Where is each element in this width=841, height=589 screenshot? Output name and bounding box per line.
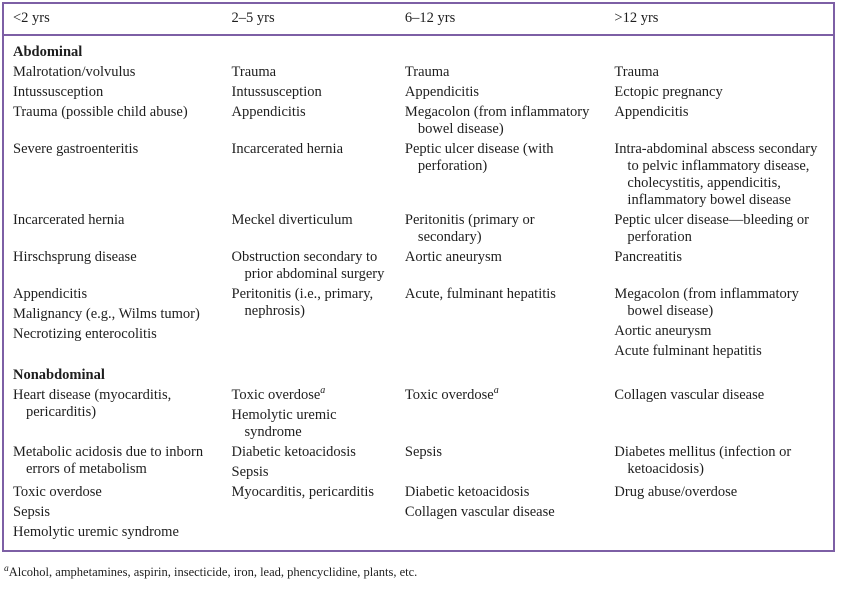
table-cell xyxy=(3,84,223,104)
condition-item xyxy=(405,387,600,404)
table-cell xyxy=(396,212,606,249)
column-header-age-2: 2–5 yrs xyxy=(223,3,396,35)
table-cell xyxy=(3,286,223,363)
condition-item xyxy=(405,104,600,138)
table-cell xyxy=(223,387,396,444)
table-row xyxy=(3,484,834,551)
condition-text: Appendicitis xyxy=(231,104,306,120)
condition-text: Trauma xyxy=(231,64,277,80)
condition-text: Peritonitis (primary or secondary) xyxy=(404,212,535,245)
table-cell xyxy=(3,212,223,249)
table-cell xyxy=(3,484,223,551)
condition-item xyxy=(232,104,390,121)
table-cell xyxy=(223,104,396,141)
condition-item xyxy=(232,286,390,320)
condition-text: Incarcerated hernia xyxy=(231,141,343,157)
condition-text: Trauma (possible child abuse) xyxy=(13,104,188,120)
table-cell xyxy=(223,84,396,104)
condition-item xyxy=(232,141,390,158)
condition-item xyxy=(13,504,217,521)
condition-text: Malignancy (e.g., Wilms tumor) xyxy=(13,306,200,322)
table-cell xyxy=(605,104,834,141)
condition-text: Trauma xyxy=(614,64,659,80)
condition-text: Sepsis xyxy=(231,464,269,480)
section-title: Nonabdominal xyxy=(13,367,105,383)
table-cell xyxy=(3,104,223,141)
footnote-text: Alcohol, amphetamines, aspirin, insecticide, iron, lead, phencyclidine, plants, etc. xyxy=(8,565,418,579)
column-header-age-1: <2 yrs xyxy=(3,3,223,35)
condition-text: Ectopic pregnancy xyxy=(614,84,723,100)
table-row xyxy=(3,387,834,444)
condition-item xyxy=(614,387,827,404)
condition-text: Acute fulminant hepatitis xyxy=(614,343,762,359)
table-cell xyxy=(3,141,223,212)
condition-item xyxy=(405,141,600,175)
condition-text: Toxic overdose xyxy=(13,484,102,500)
table-cell xyxy=(223,64,396,84)
condition-text: Intussusception xyxy=(13,84,104,100)
condition-item xyxy=(13,286,217,303)
condition-item xyxy=(13,84,217,101)
condition-text: Peptic ulcer disease (with perforation) xyxy=(404,141,554,174)
table-row xyxy=(3,84,834,104)
condition-text: Appendicitis xyxy=(614,104,689,120)
condition-text: Hirschsprung disease xyxy=(13,249,137,265)
condition-item xyxy=(614,323,827,340)
table-cell xyxy=(223,249,396,286)
condition-item xyxy=(232,84,390,101)
condition-text: Peptic ulcer disease—bleeding or perforation xyxy=(614,212,809,245)
table-cell xyxy=(396,387,606,444)
table-cell xyxy=(605,444,834,484)
condition-text: Appendicitis xyxy=(13,286,88,302)
table-cell xyxy=(396,104,606,141)
table-cell xyxy=(605,387,834,444)
condition-item xyxy=(13,141,217,158)
table-cell xyxy=(223,212,396,249)
table-cell xyxy=(605,64,834,84)
table-row xyxy=(3,286,834,363)
condition-text: Collagen vascular disease xyxy=(404,504,555,520)
condition-text: Hemolytic uremic syndrome xyxy=(231,407,337,440)
condition-item xyxy=(405,249,600,266)
condition-item xyxy=(13,444,217,478)
section-title: Abdominal xyxy=(13,44,83,60)
table-cell xyxy=(3,444,223,484)
condition-item xyxy=(405,84,600,101)
table-cell xyxy=(396,484,606,551)
table-cell xyxy=(396,249,606,286)
table-cell xyxy=(223,484,396,551)
condition-text: Obstruction secondary to prior abdominal surgery xyxy=(231,249,385,282)
condition-item xyxy=(13,524,217,541)
condition-item xyxy=(405,504,600,521)
footnote-reference: a xyxy=(493,385,499,397)
condition-text: Necrotizing enterocolitis xyxy=(13,326,157,342)
table-cell xyxy=(3,249,223,286)
condition-item xyxy=(614,64,827,81)
table-cell xyxy=(396,286,606,363)
condition-text: Sepsis xyxy=(404,444,442,460)
condition-item xyxy=(13,249,217,266)
condition-item xyxy=(232,64,390,81)
condition-text: Diabetes mellitus (infection or ketoacidosis) xyxy=(614,444,792,477)
column-header-age-4: >12 yrs xyxy=(605,3,834,35)
condition-item xyxy=(614,249,827,266)
condition-item xyxy=(405,484,600,501)
table-row xyxy=(3,444,834,484)
condition-text: Diabetic ketoacidosis xyxy=(231,444,356,460)
condition-text: Intra-abdominal abscess secondary to pelvic inflammatory disease, cholecystitis, appendicitis, inflammatory bowel disease xyxy=(614,141,818,208)
condition-item xyxy=(13,326,217,343)
condition-item xyxy=(614,444,827,478)
condition-item xyxy=(13,64,217,81)
column-header-age-3: 6–12 yrs xyxy=(396,3,606,35)
condition-text: Hemolytic uremic syndrome xyxy=(13,524,179,540)
condition-text: Intussusception xyxy=(231,84,322,100)
table-cell xyxy=(223,141,396,212)
condition-item xyxy=(614,286,827,320)
condition-text: Sepsis xyxy=(13,504,51,520)
table-cell xyxy=(223,286,396,363)
condition-text: Trauma xyxy=(404,64,450,80)
footnote-reference: a xyxy=(320,385,326,397)
table-row xyxy=(3,249,834,286)
condition-text: Heart disease (myocarditis, pericarditis) xyxy=(13,387,172,420)
condition-item xyxy=(614,484,827,501)
condition-item xyxy=(232,212,390,229)
table-cell xyxy=(605,212,834,249)
condition-item xyxy=(614,84,827,101)
table-row xyxy=(3,212,834,249)
table-cell xyxy=(3,387,223,444)
table-cell xyxy=(605,484,834,551)
table-cell xyxy=(605,286,834,363)
footnote-marker: a xyxy=(4,563,9,574)
condition-item xyxy=(405,444,600,461)
condition-text: Megacolon (from inflammatory bowel disease) xyxy=(404,104,590,137)
condition-item xyxy=(232,387,390,404)
table-cell xyxy=(396,84,606,104)
condition-item xyxy=(13,387,217,421)
condition-item xyxy=(614,212,827,246)
condition-item xyxy=(614,141,827,209)
header-row xyxy=(3,3,834,35)
condition-text: Metabolic acidosis due to inborn errors of metabolism xyxy=(13,444,204,477)
condition-text: Malrotation/volvulus xyxy=(13,64,136,80)
table-cell xyxy=(396,64,606,84)
condition-item xyxy=(405,212,600,246)
condition-item xyxy=(13,484,217,501)
condition-item xyxy=(232,484,390,501)
condition-text: Collagen vascular disease xyxy=(614,387,765,403)
condition-text: Meckel diverticulum xyxy=(231,212,353,228)
condition-text: Peritonitis (i.e., primary, nephrosis) xyxy=(231,286,374,319)
condition-text: Toxic overdose xyxy=(231,387,321,403)
condition-text: Diabetic ketoacidosis xyxy=(404,484,530,500)
differential-diagnosis-table xyxy=(2,2,835,552)
condition-item xyxy=(405,64,600,81)
condition-text: Acute, fulminant hepatitis xyxy=(404,286,556,302)
condition-text: Aortic aneurysm xyxy=(614,323,712,339)
condition-item xyxy=(232,407,390,441)
condition-item xyxy=(405,286,600,303)
condition-item xyxy=(13,212,217,229)
table-cell xyxy=(223,444,396,484)
section-row xyxy=(3,363,834,387)
condition-text: Megacolon (from inflammatory bowel disease) xyxy=(614,286,799,319)
condition-text: Appendicitis xyxy=(404,84,480,100)
condition-item xyxy=(232,249,390,283)
table-row xyxy=(3,141,834,212)
condition-text: Incarcerated hernia xyxy=(13,212,125,228)
condition-item xyxy=(13,104,217,121)
condition-text: Myocarditis, pericarditis xyxy=(231,484,375,500)
table-cell xyxy=(605,84,834,104)
condition-item xyxy=(614,104,827,121)
table-cell xyxy=(605,249,834,286)
condition-text: Toxic overdose xyxy=(404,387,494,403)
table-cell xyxy=(605,141,834,212)
condition-item xyxy=(614,343,827,360)
table-row xyxy=(3,64,834,84)
table-cell xyxy=(396,444,606,484)
table-cell xyxy=(3,64,223,84)
condition-text: Aortic aneurysm xyxy=(404,249,502,265)
section-row xyxy=(3,35,834,64)
condition-text: Pancreatitis xyxy=(614,249,683,265)
condition-item xyxy=(13,306,217,323)
table-cell xyxy=(396,141,606,212)
condition-text: Severe gastroenteritis xyxy=(13,141,139,157)
condition-text: Drug abuse/overdose xyxy=(614,484,738,500)
condition-item xyxy=(232,464,390,481)
footnote xyxy=(4,565,838,580)
condition-item xyxy=(232,444,390,461)
table-row xyxy=(3,104,834,141)
